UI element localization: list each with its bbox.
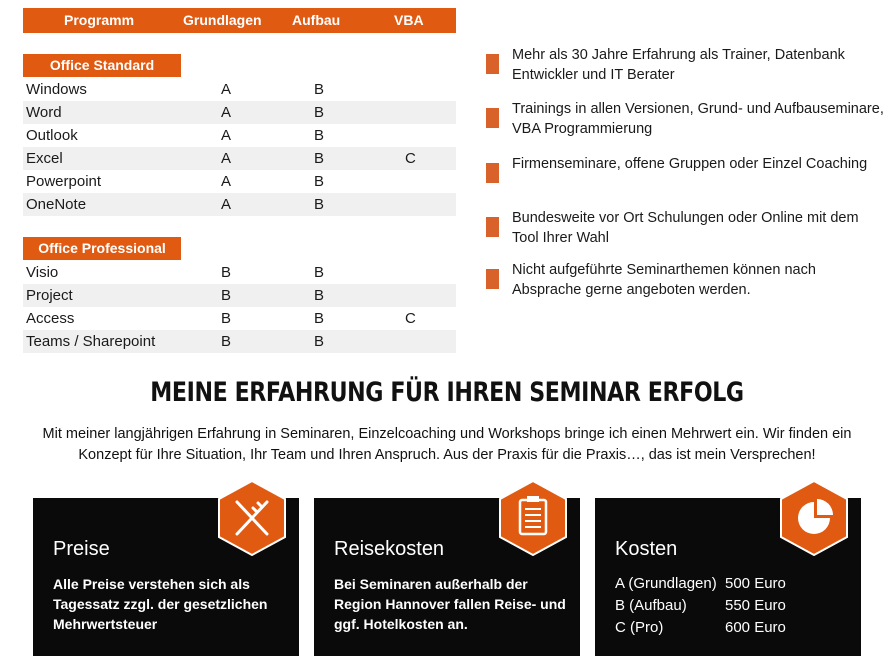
col-header-vba: VBA [394, 12, 424, 28]
level-aufbau: B [314, 150, 325, 167]
level-grundlagen: A [221, 127, 232, 144]
price-row [615, 596, 850, 618]
bullet-text: Bundesweite vor Ort Schulungen oder Online mit dem Tool Ihrer Wahl [512, 210, 859, 246]
card-title: Preise [53, 538, 110, 560]
table-row [23, 147, 456, 170]
level-aufbau: B [314, 310, 325, 327]
program-name: Access [26, 310, 75, 327]
section-title: Office Standard [49, 57, 155, 73]
level-grundlagen: A [221, 196, 232, 213]
program-name: OneNote [26, 196, 87, 213]
bullet-square-icon [486, 163, 499, 183]
bullet-square-icon [486, 54, 499, 74]
table-row [23, 170, 456, 193]
bullet-text: Trainings in allen Versionen, Grund- und Aufbauseminare, VBA Programmierung [512, 101, 884, 137]
table-row [23, 284, 456, 307]
card-kosten [595, 498, 861, 656]
bullet-text: Firmenseminare, offene Gruppen oder Einzel Coaching [512, 156, 868, 172]
card-text: Bei Seminaren außerhalb der Region Hannover fallen Reise- und ggf. Hotelkosten an. [334, 576, 566, 632]
price-row [615, 618, 850, 640]
bullet-square-icon [486, 108, 499, 128]
program-name: Visio [26, 264, 59, 281]
table-row [23, 261, 456, 284]
price-list [615, 574, 850, 640]
level-aufbau: B [314, 264, 325, 281]
level-grundlagen: A [221, 150, 232, 167]
price-label: C (Pro) [615, 619, 664, 636]
program-name: Teams / Sharepoint [26, 333, 156, 350]
program-name: Powerpoint [26, 173, 102, 190]
section-headline: MEINE ERFAHRUNG FÜR IHREN SEMINAR ERFOLG [150, 377, 744, 408]
price-row [615, 574, 850, 596]
section-title: Office Professional [38, 240, 166, 256]
program-name: Windows [26, 81, 87, 98]
level-vba: C [405, 310, 416, 327]
section-label-professional [23, 237, 181, 260]
clipboard-icon [498, 480, 568, 556]
bullet-square-icon [486, 217, 499, 237]
card-reisekosten [314, 498, 580, 656]
table-row [23, 78, 456, 101]
level-aufbau: B [314, 81, 325, 98]
level-aufbau: B [314, 104, 325, 121]
level-grundlagen: A [221, 81, 232, 98]
card-title: Reisekosten [334, 538, 445, 560]
level-grundlagen: A [221, 173, 232, 190]
table-row [23, 330, 456, 353]
col-header-aufbau: Aufbau [292, 12, 341, 28]
col-header-grundlagen: Grundlagen [183, 12, 262, 28]
bullet-text: Nicht aufgeführte Seminarthemen können nach Absprache gerne angeboten werden. [512, 262, 816, 298]
level-aufbau: B [314, 287, 325, 304]
level-vba: C [405, 150, 416, 167]
section-label-standard [23, 54, 181, 77]
level-grundlagen: A [221, 104, 232, 121]
table-row [23, 307, 456, 330]
card-preise [33, 498, 299, 656]
bullet-text: Mehr als 30 Jahre Erfahrung als Trainer, Datenbank Entwickler und IT Berater [512, 47, 845, 83]
level-grundlagen: B [221, 310, 232, 327]
col-header-programm: Programm [64, 12, 135, 28]
pencil-ruler-icon [217, 480, 287, 556]
card-title: Kosten [615, 538, 678, 560]
level-grundlagen: B [221, 264, 232, 281]
table-header [23, 8, 456, 33]
price-value: 600 Euro [725, 619, 786, 636]
program-name: Excel [26, 150, 63, 167]
table-row [23, 101, 456, 124]
level-aufbau: B [314, 333, 325, 350]
price-value: 500 Euro [725, 575, 786, 592]
table-row [23, 193, 456, 216]
level-aufbau: B [314, 127, 325, 144]
program-name: Project [26, 287, 73, 304]
level-grundlagen: B [221, 333, 232, 350]
price-value: 550 Euro [725, 597, 786, 614]
card-text: Alle Preise verstehen sich als Tagessatz zzgl. der gesetzlichen Mehrwertsteuer [53, 576, 268, 632]
pie-chart-icon [779, 480, 849, 556]
table-row [23, 124, 456, 147]
level-aufbau: B [314, 196, 325, 213]
program-name: Outlook [26, 127, 78, 144]
level-aufbau: B [314, 173, 325, 190]
price-label: A (Grundlagen) [615, 575, 717, 592]
program-name: Word [26, 104, 62, 121]
intro-paragraph: Mit meiner langjährigen Erfahrung in Seminaren, Einzelcoaching und Workshops bringe ich einen Mehrwert ein. Wir finden ein Konzept für Ihre Situation, Ihr Team und Ihren Anspruch. Aus der Praxis für die Praxis…, das ist mein Versprechen! [42, 426, 852, 463]
level-grundlagen: B [221, 287, 232, 304]
price-label: B (Aufbau) [615, 597, 687, 614]
bullet-square-icon [486, 269, 499, 289]
